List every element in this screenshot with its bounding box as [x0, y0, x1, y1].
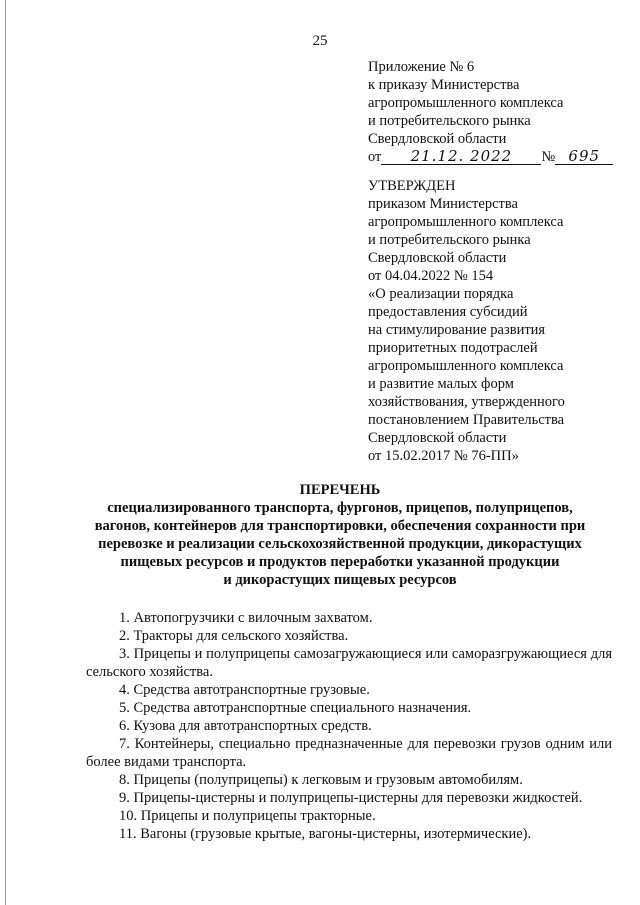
- list-item: 1. Автопогрузчики с вилочным захватом.: [119, 610, 373, 626]
- heading-line: вагонов, контейнеров для транспортировки, обеспечения сохранности при: [94, 518, 586, 534]
- heading-line: пищевых ресурсов и продуктов переработки указанной продукции: [120, 554, 560, 570]
- approved-line: агропромышленного комплекса: [368, 214, 564, 230]
- annex-line: Свердловской области: [368, 131, 507, 147]
- list-item: 7. Контейнеры, специально предназначенные для перевозки грузов одним или более видами транспорта.: [86, 736, 612, 770]
- annex-line: Приложение № 6: [368, 59, 475, 75]
- list-item: 6. Кузова для автотранспортных средств.: [119, 718, 372, 734]
- approved-line: и потребительского рынка: [368, 232, 531, 248]
- list-item: 4. Средства автотранспортные грузовые.: [119, 682, 370, 698]
- approved-line: постановлением Правительства: [368, 412, 565, 428]
- heading-title: ПЕРЕЧЕНЬ: [299, 482, 381, 498]
- approved-title: УТВЕРЖДЕН: [368, 178, 456, 194]
- list-item: 9. Прицепы-цистерны и полуприцепы-цистерны для перевозки жидкостей.: [119, 790, 583, 806]
- approved-line: агропромышленного комплекса: [368, 358, 564, 374]
- annex-line: и потребительского рынка: [368, 113, 531, 129]
- approved-line: от 15.02.2017 № 76-ПП»: [368, 448, 519, 464]
- annex-block: [368, 58, 628, 168]
- annex-line: агропромышленного комплекса: [368, 95, 564, 111]
- number-prefix: №: [541, 149, 556, 165]
- list-item: 5. Средства автотранспортные специального назначения.: [119, 700, 472, 716]
- page-edge-line: [5, 0, 6, 905]
- approved-line: предоставления субсидий: [368, 304, 528, 320]
- heading-line: специализированного транспорта, фургонов, прицепов, полуприцепов,: [107, 500, 573, 516]
- approved-line: и развитие малых форм: [368, 376, 514, 392]
- handwritten-number: 695: [555, 148, 613, 165]
- list-item: 10. Прицепы и полуприцепы тракторные.: [119, 808, 376, 824]
- list-heading: [80, 481, 600, 589]
- approved-line: от 04.04.2022 № 154: [368, 268, 494, 284]
- handwritten-date: 21.12. 2022: [381, 148, 541, 165]
- annex-date-number-line: [368, 148, 628, 168]
- annex-line: к приказу Министерства: [368, 77, 520, 93]
- approved-line: «О реализации порядка: [368, 286, 514, 302]
- approved-line: приказом Министерства: [368, 196, 518, 212]
- page-number: 25: [312, 33, 328, 49]
- items-list: [86, 609, 612, 843]
- approved-line: Свердловской области: [368, 250, 507, 266]
- heading-line: и дикорастущих пищевых ресурсов: [223, 572, 457, 588]
- approved-line: на стимулирование развития: [368, 322, 546, 338]
- list-item: 8. Прицепы (полуприцепы) к легковым и грузовым автомобилям.: [119, 772, 523, 788]
- approved-line: приоритетных подотраслей: [368, 340, 538, 356]
- list-item: 3. Прицепы и полуприцепы самозагружающиеся или саморазгружающиеся для сельского хозяйства.: [86, 646, 612, 680]
- list-item: 11. Вагоны (грузовые крытые, вагоны-цистерны, изотермические).: [119, 826, 532, 842]
- list-item: 2. Тракторы для сельского хозяйства.: [119, 628, 349, 644]
- date-prefix: от: [368, 149, 382, 165]
- approved-block: [368, 177, 628, 465]
- approved-line: Свердловской области: [368, 430, 507, 446]
- heading-line: перевозке и реализации сельскохозяйственной продукции, дикорастущих: [98, 536, 582, 552]
- approved-line: хозяйствования, утвержденного: [368, 394, 565, 410]
